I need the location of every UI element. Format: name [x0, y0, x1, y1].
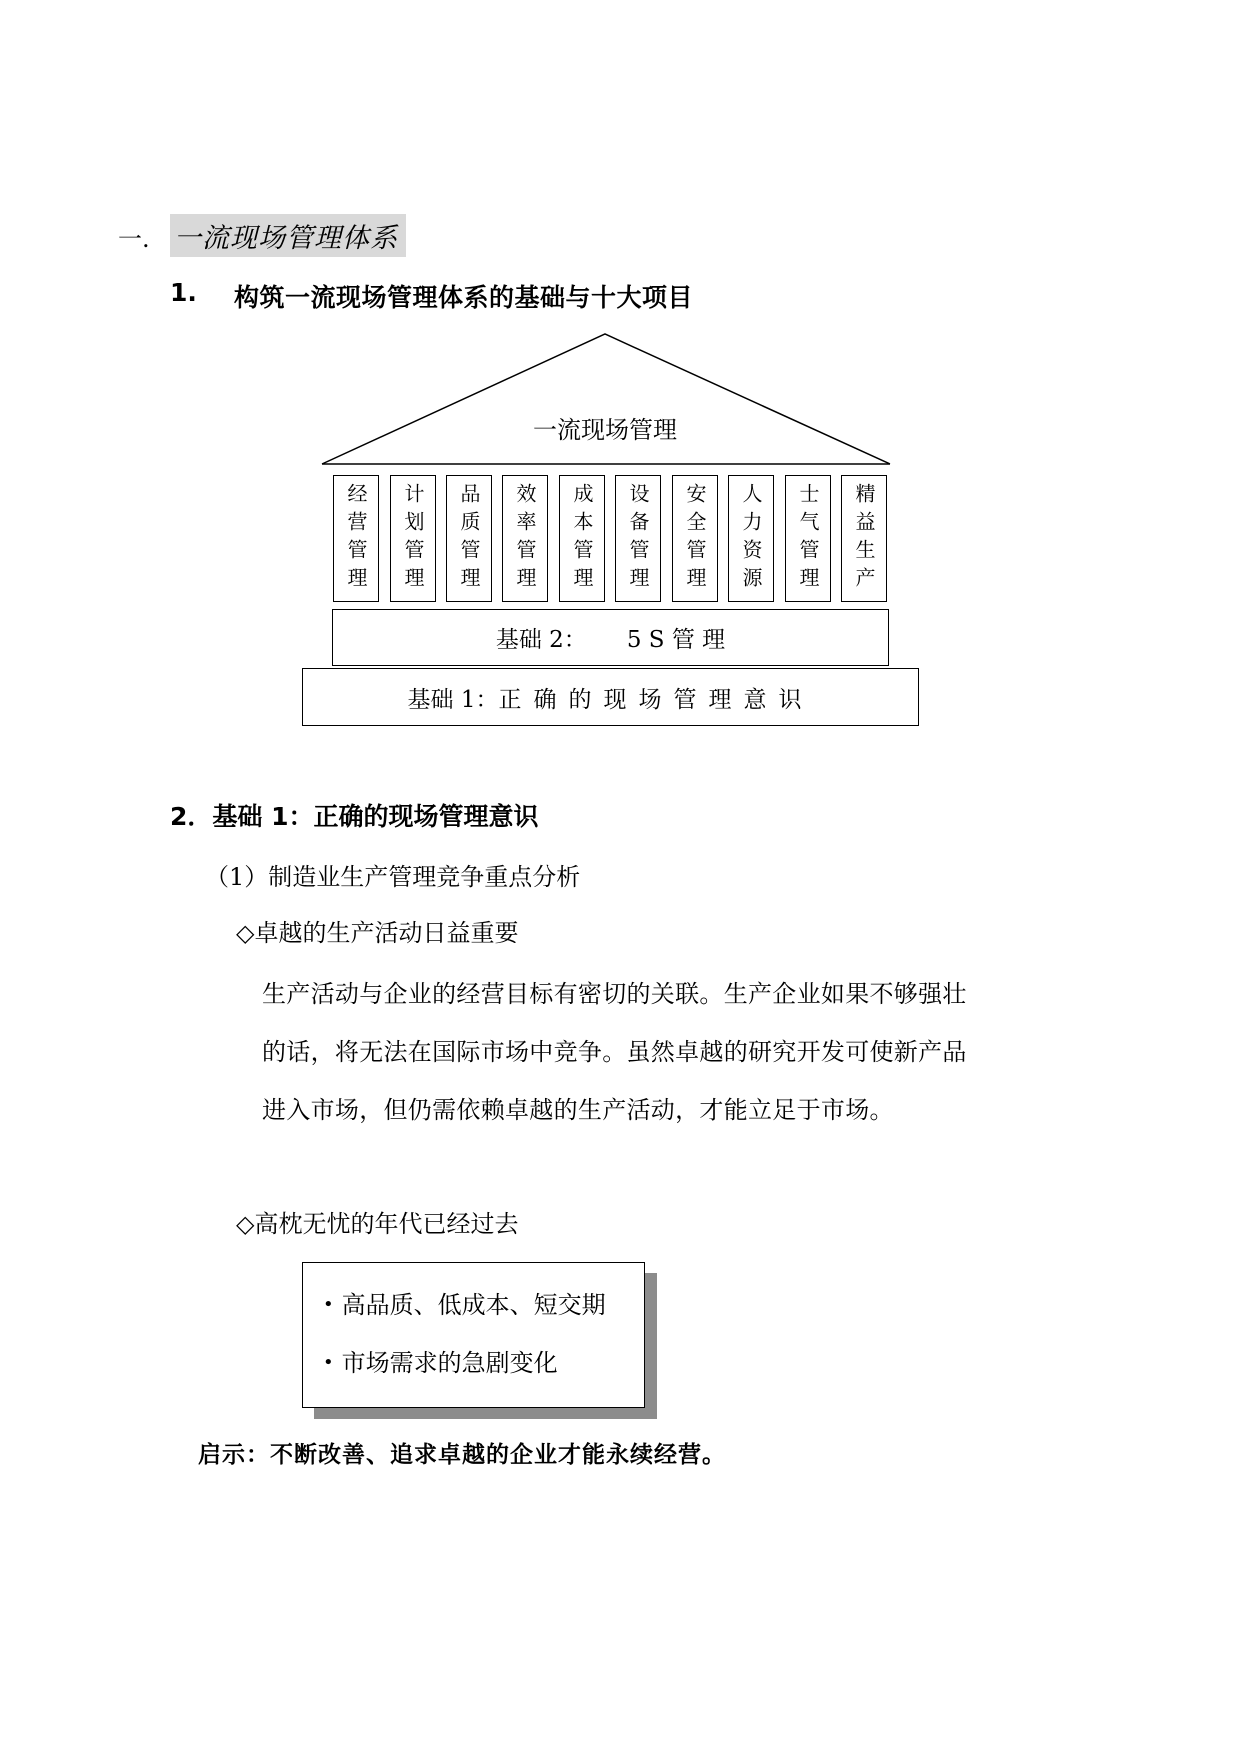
pillar-label: 安全管理 [683, 482, 707, 595]
callout-item-2 [323, 1343, 558, 1378]
pillar-label: 效率管理 [513, 482, 537, 595]
heading-1-text: 构筑一流现场管理体系的基础与十大项目 [234, 283, 694, 312]
pillar-10 [841, 475, 887, 602]
pillar-1 [333, 475, 379, 602]
callout-item-1 [323, 1285, 606, 1320]
foundation-1-value: 正确的现场管理意识 [498, 686, 814, 713]
pillar-label: 经营管理 [344, 482, 368, 595]
pillar-2 [390, 475, 436, 602]
pillar-7 [672, 475, 718, 602]
pillar-label: 士气管理 [796, 482, 820, 595]
pillar-4 [502, 475, 548, 602]
pillar-9 [785, 475, 831, 602]
callout-item-text: 市场需求的急剧变化 [341, 1349, 558, 1377]
bullet-icon: • [323, 1294, 334, 1315]
point-2: ◇高枕无忧的年代已经过去 [236, 1210, 519, 1238]
body-paragraph: 生产活动与企业的经营目标有密切的关联。生产企业如果不够强壮的话，将无法在国际市场中竞争。虽然卓越的研究开发可使新产品进入市场，但仍需依赖卓越的生产活动，才能立足于市场。 [262, 980, 967, 1124]
foundation-2-value: 5 S 管 理 [626, 627, 726, 653]
pillar-5 [559, 475, 605, 602]
pillar-label: 品质管理 [457, 482, 481, 595]
pillar-label: 精益生产 [852, 482, 876, 595]
callout-box [302, 1262, 645, 1408]
section-number: 一. [118, 225, 150, 253]
section-title: 一流现场管理体系 [170, 214, 406, 257]
foundation-1 [302, 668, 919, 726]
foundation-2-label: 基础 2： [495, 627, 587, 653]
insight-text: 启示：不断改善、追求卓越的企业才能永续经营。 [198, 1442, 726, 1468]
pillar-3 [446, 475, 492, 602]
subsection-1: （1）制造业生产管理竞争重点分析 [205, 863, 581, 891]
foundation-1-label: 基础 1： [407, 686, 499, 713]
pillar-8 [728, 475, 774, 602]
pillar-6 [615, 475, 661, 602]
foundation-2 [332, 609, 889, 666]
pillar-label: 计划管理 [401, 482, 425, 595]
pillar-label: 设备管理 [626, 482, 650, 595]
point-1: ◇卓越的生产活动日益重要 [236, 919, 519, 947]
callout-item-text: 高品质、低成本、短交期 [341, 1291, 606, 1319]
pillar-label: 人力资源 [739, 482, 763, 595]
heading-1-number: 1. [170, 278, 197, 307]
heading-2: 2．基础 1：正确的现场管理意识 [170, 802, 539, 831]
roof-label: 一流现场管理 [533, 416, 677, 444]
bullet-icon: • [323, 1352, 334, 1373]
pillar-label: 成本管理 [570, 482, 594, 595]
